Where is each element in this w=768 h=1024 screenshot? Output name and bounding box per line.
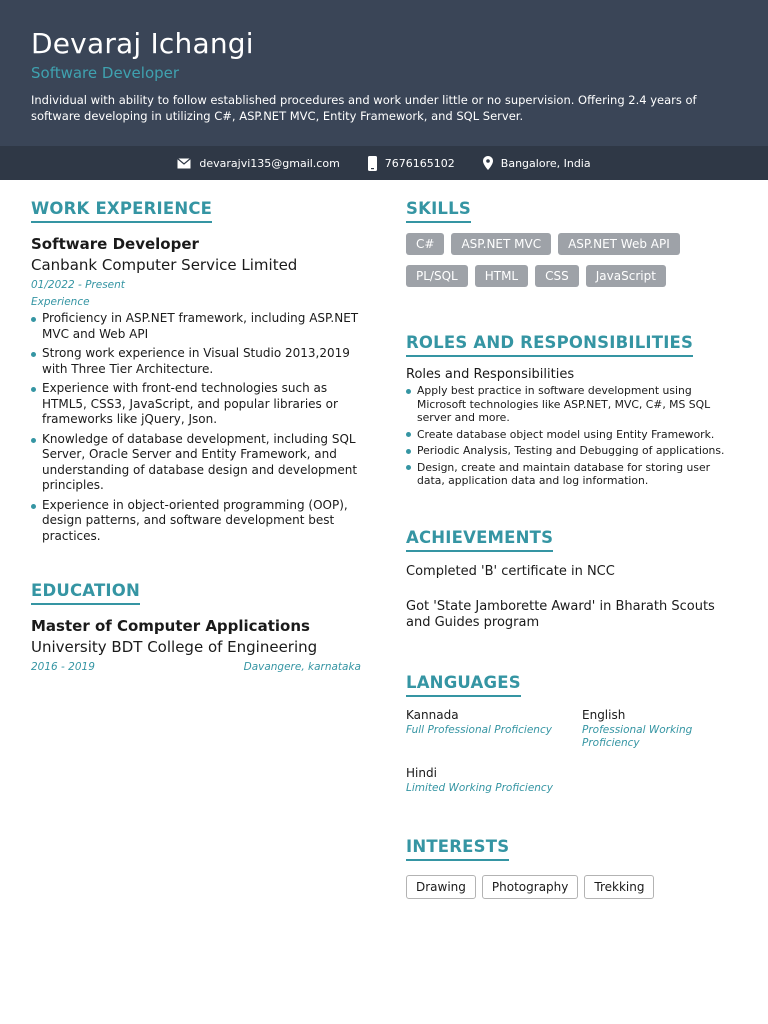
roles-bullets [406,384,736,488]
language-level: Full Professional Proficiency [406,723,552,736]
map-pin-icon [483,156,493,170]
interest-tag: Drawing [406,875,476,899]
list-item: Experience in object-oriented programming (OOP), design patterns, and software development best practices. [31,498,361,545]
contact-phone[interactable] [368,156,455,171]
education-meta [31,661,361,673]
education-location: Davangere, karnataka [243,661,361,673]
list-item: Apply best practice in software development using Microsoft technologies like ASP.NET, MVC, C#, MS SQL server and more. [406,384,736,425]
school-name: University BDT College of Engineering [31,638,318,656]
list-item: Create database object model using Entity Framework. [406,428,736,442]
languages-grid [406,708,736,811]
interests-title: INTERESTS [406,837,509,861]
list-item: Proficiency in ASP.NET framework, including ASP.NET MVC and Web API [31,311,361,342]
skill-tag: ASP.NET Web API [558,233,680,255]
skill-tag: HTML [475,265,528,287]
candidate-role: Software Developer [31,64,180,82]
achievement-item: Got 'State Jamborette Award' in Bharath Scouts and Guides program [406,598,715,630]
contact-email[interactable] [177,157,339,170]
interest-tag: Photography [482,875,578,899]
language-name: Hindi [406,765,437,780]
languages-section [406,673,736,811]
location-text: Bangalore, India [500,156,591,170]
interest-tag: Trekking [584,875,654,899]
envelope-icon [177,158,191,169]
achievement-item: Completed 'B' certificate in NCC [406,563,615,579]
language-name: Kannada [406,707,459,722]
skill-tag: CSS [535,265,579,287]
job-title: Software Developer [31,235,199,253]
job-dates: 01/2022 - Present [31,279,125,291]
right-column [406,199,736,899]
skills-section [406,199,736,297]
company-name: Canbank Computer Service Limited [31,256,298,274]
language-item [406,766,582,795]
list-item: Design, create and maintain database for storing user data, application data and log information. [406,461,736,488]
roles-subtitle: Roles and Responsibilities [406,367,575,382]
language-level: Professional Working Proficiency [582,723,693,749]
skill-tag: PL/SQL [406,265,468,287]
degree-title: Master of Computer Applications [31,617,310,635]
email-text: devarajvi135@gmail.com [199,156,340,170]
list-item: Strong work experience in Visual Studio 2013,2019 with Three Tier Architecture. [31,346,361,377]
contact-location [483,156,591,170]
list-item: Experience with front-end technologies such as HTML5, CSS3, JavaScript, and popular libraries or frameworks like jQuery, Json. [31,381,361,428]
language-item [582,708,702,750]
list-item: Periodic Analysis, Testing and Debugging of applications. [406,444,736,458]
work-experience-title: WORK EXPERIENCE [31,199,212,223]
phone-text: 7676165102 [384,156,455,170]
skill-tag: C# [406,233,444,255]
language-level: Limited Working Proficiency [406,781,553,794]
list-item: Knowledge of database development, including SQL Server, Oracle Server and Entity Framework, and understanding of database design and development principles. [31,432,361,494]
skills-title: SKILLS [406,199,471,223]
contact-bar [0,146,768,180]
resume-header [0,0,768,146]
work-experience-section [31,199,361,544]
job-label: Experience [31,296,90,308]
achievements-title: ACHIEVEMENTS [406,528,553,552]
roles-section [406,333,736,488]
summary-text: Individual with ability to follow established procedures and work under little or no supervision. Offering 2.4 years of software developing in utilizing C#, ASP.NET MVC, Entity Framework, and SQL Server. [31,93,697,123]
skill-tags [406,233,706,297]
roles-title: ROLES AND RESPONSIBILITIES [406,333,693,357]
education-section [31,581,361,673]
interest-tags [406,875,736,899]
left-column [31,199,361,673]
skill-tag: JavaScript [586,265,666,287]
job-bullets [31,311,361,544]
skill-tag: ASP.NET MVC [451,233,551,255]
candidate-name: Devaraj Ichangi [31,27,254,60]
language-item [406,708,582,750]
languages-title: LANGUAGES [406,673,521,697]
education-title: EDUCATION [31,581,140,605]
education-dates: 2016 - 2019 [31,661,95,673]
interests-section [406,837,736,899]
achievements-section [406,528,736,631]
language-name: English [582,707,626,722]
phone-icon [368,156,377,171]
